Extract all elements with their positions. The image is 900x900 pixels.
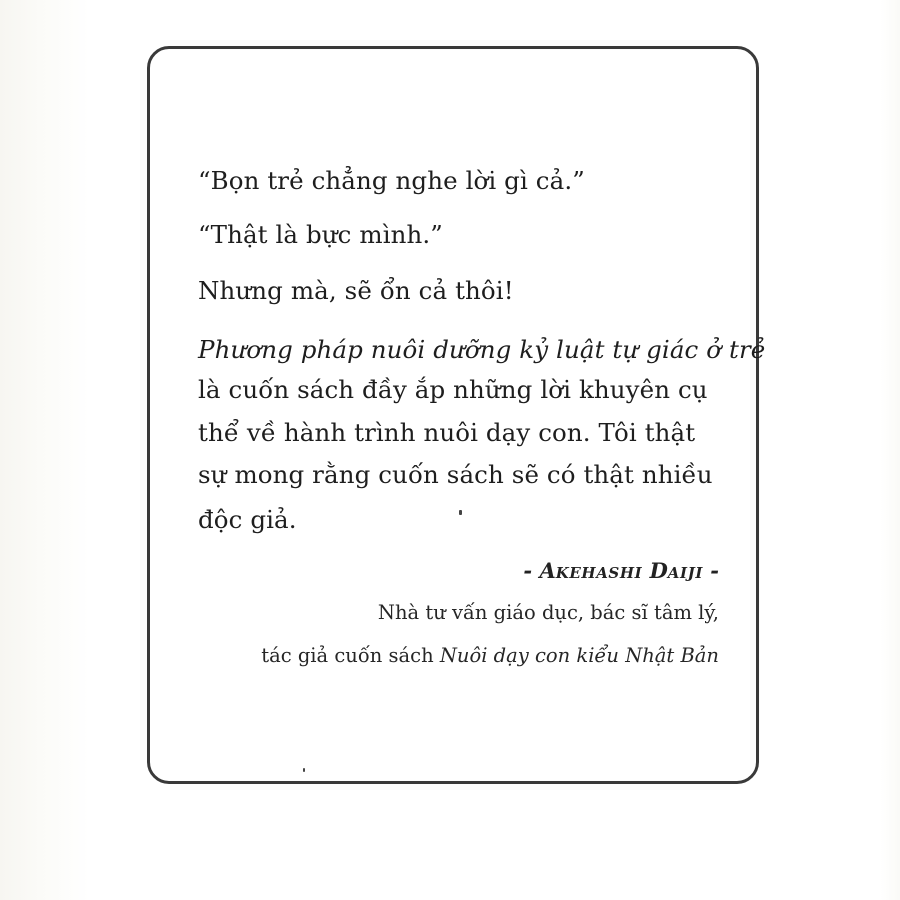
signature-last-initial: D xyxy=(649,558,668,583)
signature-prefix: - xyxy=(523,558,540,583)
signature-first-rest: KEHASHI xyxy=(555,564,643,582)
credit-line-2-prefix: tác giả cuốn sách xyxy=(261,644,440,667)
text-frame xyxy=(147,46,759,784)
quote-line-3: Nhưng mà, sẽ ổn cả thôi! xyxy=(198,276,514,305)
author-signature xyxy=(523,557,719,587)
book-title-line: Phương pháp nuôi dưỡng kỷ luật tự giác ở trẻ xyxy=(198,335,766,364)
paragraph-line-5: độc giả. xyxy=(198,505,297,534)
paragraph-line-4: sự mong rằng cuốn sách sẽ có thật nhiều xyxy=(198,460,713,489)
paragraph-line-2: là cuốn sách đầy ắp những lời khuyên cụ xyxy=(198,375,708,404)
print-speck xyxy=(303,768,305,772)
signature-last-rest: AIJI xyxy=(667,564,703,582)
credit-line-2 xyxy=(261,643,719,669)
quote-line-2: “Thật là bực mình.” xyxy=(198,220,443,249)
quote-line-1: “Bọn trẻ chẳng nghe lời gì cả.” xyxy=(198,166,585,195)
signature-suffix: - xyxy=(702,558,719,583)
credit-book-title: Nuôi dạy con kiểu Nhật Bản xyxy=(439,644,719,667)
print-speck xyxy=(459,510,462,515)
paragraph-line-3: thể về hành trình nuôi dạy con. Tôi thật xyxy=(198,418,696,447)
signature-first-initial: A xyxy=(539,558,556,583)
credit-line-1: Nhà tư vấn giáo dục, bác sĩ tâm lý, xyxy=(377,601,719,624)
